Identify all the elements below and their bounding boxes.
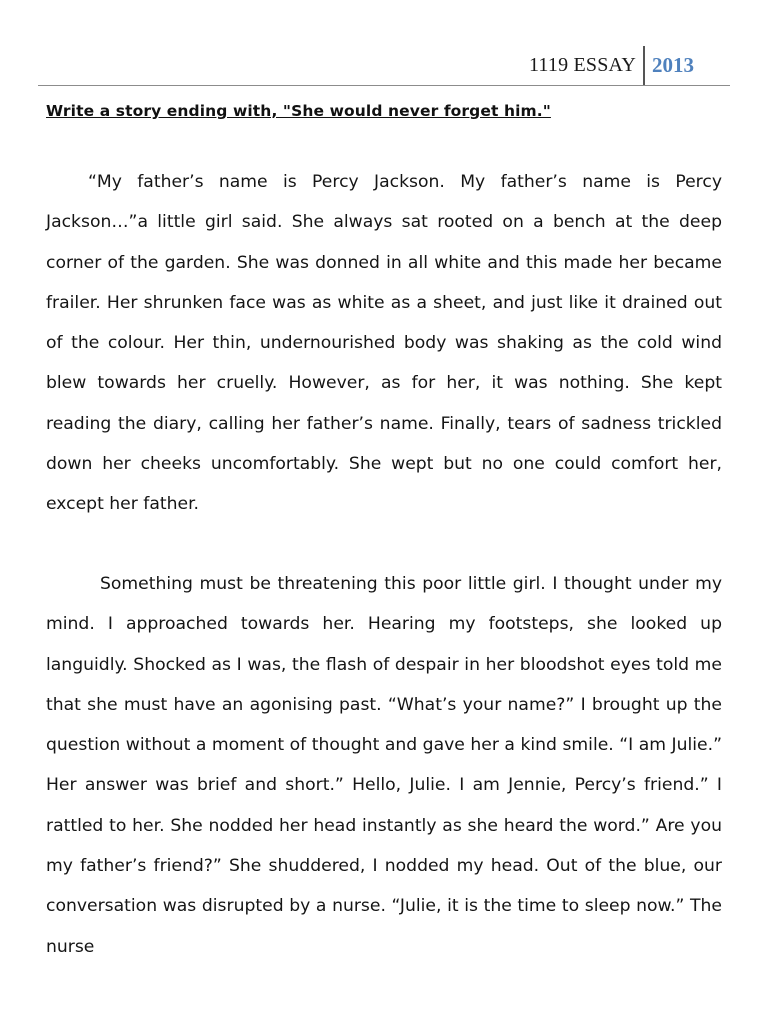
paragraph-1: “My father’s name is Percy Jackson. My father’s name is Percy Jackson…”a little girl said. She always sat rooted on a bench at the deep corner of the garden. She was donned in all white and this made her became frailer. Her shrunken face was as white as a sheet, and just like it drained out of the colour. Her thin, undernourished body was shaking as the cold wind blew towards her cruelly. However, as for her, it was nothing. She kept reading the diary, calling her father’s name. Finally, tears of sadness trickled down her cheeks uncomfortably. She wept but no one could comfort her, except her father. [46,172,722,515]
header-title: 1119 ESSAY [528,54,636,76]
header-divider [643,46,645,85]
header-year: 2013 [652,53,694,77]
page-header [38,46,730,86]
paragraph-2: Something must be threatening this poor little girl. I thought under my mind. I approached towards her. Hearing my footsteps, she looked up languidly. Shocked as I was, the flash of despair in her bloodshot eyes told me that she must have an agonising past. “What’s your name?” I brought up the question without a moment of thought and gave her a kind smile. “I am Julie.” Her answer was brief and short.” Hello, Julie. I am Jennie, Percy’s friend.” I rattled to her. She nodded her head instantly as she heard the word.” Are you my father’s friend?” She shuddered, I nodded my head. Out of the blue, our conversation was disrupted by a nurse. “Julie, it is the time to sleep now.” The nurse [46,574,722,957]
essay-prompt: Write a story ending with, "She would never forget him." [46,102,551,120]
